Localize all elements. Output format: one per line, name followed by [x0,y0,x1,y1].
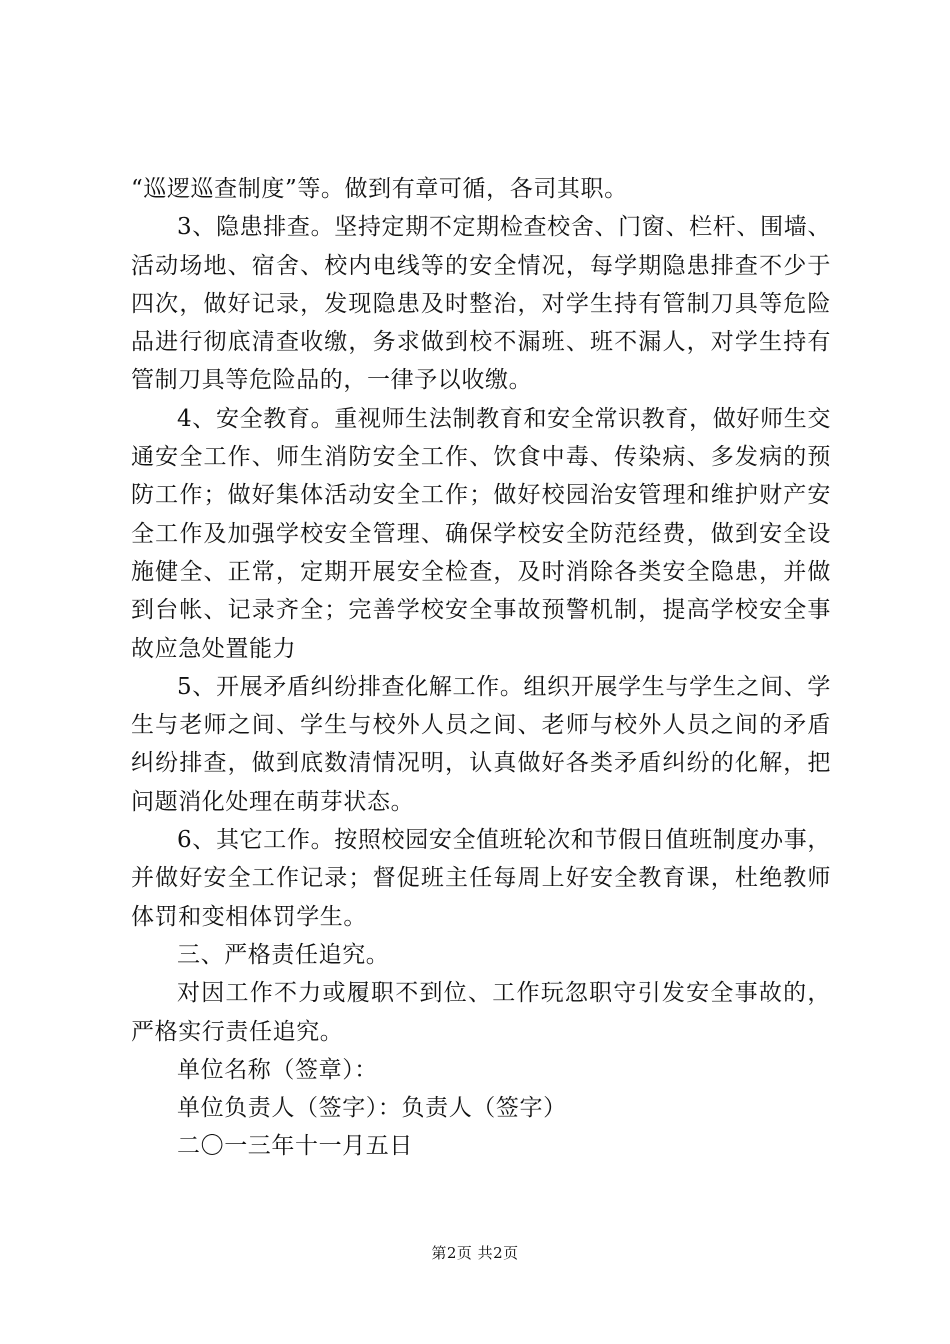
paragraph-accountability: 对因工作不力或履职不到位、工作玩忽职守引发安全事故的，严格实行责任追究。 [131,980,831,1045]
paragraph-dispute-resolution: 5、开展矛盾纠纷排查化解工作。组织开展学生与学生之间、学生与老师之间、学生与校外人员之间、老师与校外人员之间的矛盾纠纷排查，做到底数清情况明，认真做好各类矛盾纠纷的化解，把问题消化处理在萌芽状态。 [131,673,831,815]
page-number-footer: 第2页 共2页 [431,1244,519,1262]
document-body [131,170,831,1166]
paragraph-continuation: “巡逻巡查制度”等。做到有章可循，各司其职。 [131,176,628,202]
signature-unit-head: 单位负责人（签字）：负责人（签字） [177,1095,567,1122]
document-date: 二〇一三年十一月五日 [177,1133,413,1160]
section-heading-accountability: 三、严格责任追究。 [177,941,390,968]
paragraph-hazard-inspection: 3、隐患排查。坚持定期不定期检查校舍、门窗、栏杆、围墙、活动场地、宿舍、校内电线等的安全情况，每学期隐患排查不少于四次，做好记录，发现隐患及时整治，对学生持有管制刀具等危险品进行彻底清查收缴，务求做到校不漏班、班不漏人，对学生持有管制刀具等危险品的，一律予以收缴。 [131,214,831,394]
paragraph-safety-education: 4、安全教育。重视师生法制教育和安全常识教育，做好师生交通安全工作、师生消防安全工作、饮食中毒、传染病、多发病的预防工作；做好集体活动安全工作；做好校园治安管理和维护财产安全工作及加强学校安全管理、确保学校安全防范经费，做到安全设施健全、正常，定期开展安全检查，及时消除各类安全隐患，并做到台帐、记录齐全；完善学校安全事故预警机制，提高学校安全事故应急处置能力 [131,405,831,662]
paragraph-other-work: 6、其它工作。按照校园安全值班轮次和节假日值班制度办事，并做好安全工作记录；督促班主任每周上好安全教育课，杜绝教师体罚和变相体罚学生。 [131,827,831,930]
signature-unit-name: 单位名称（签章）： [177,1056,378,1083]
